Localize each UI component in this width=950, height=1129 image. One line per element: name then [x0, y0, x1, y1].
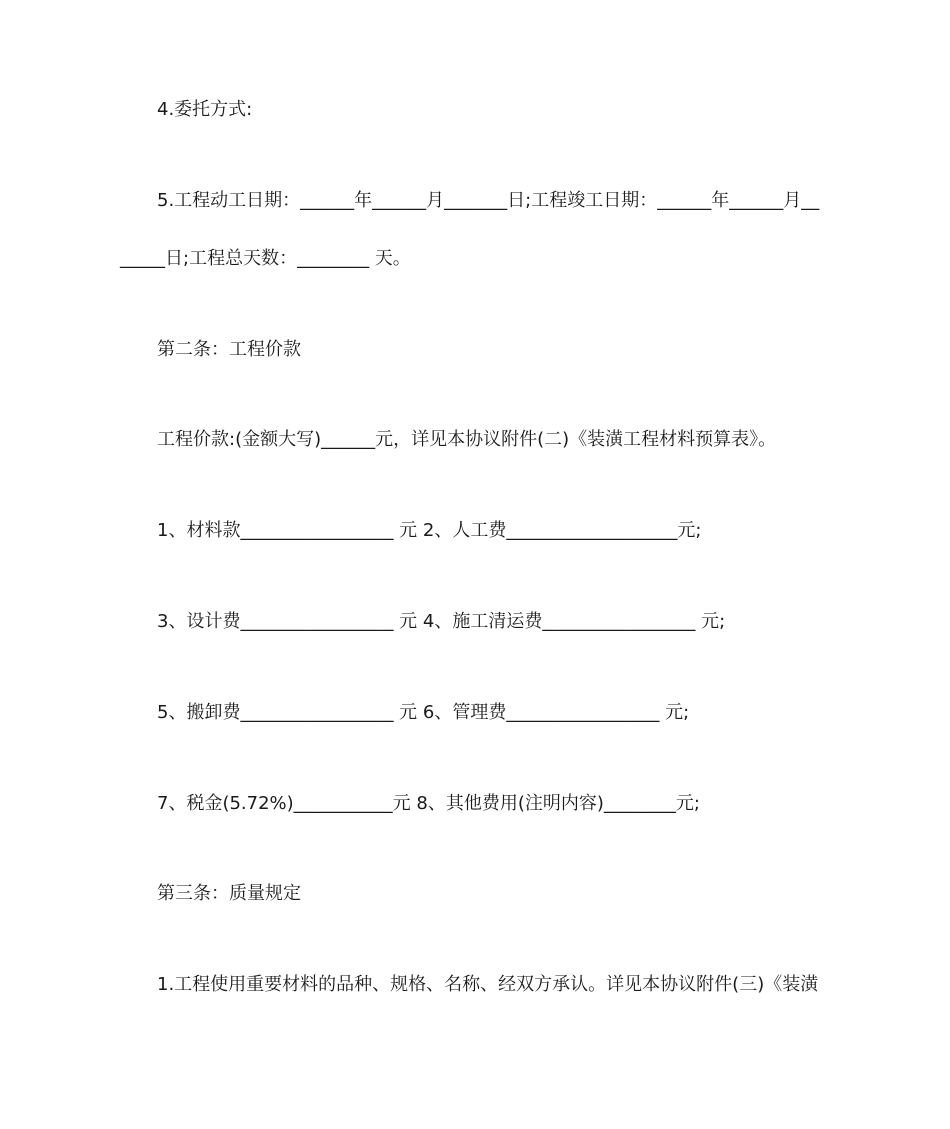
cost-items-line-1: 1、材料款_________________ 元 2、人工费___________________元; — [157, 520, 702, 541]
cost-items-line-3: 5、搬卸费_________________ 元 6、管理费_________________ 元; — [157, 702, 690, 723]
section-heading-quality: 第三条：质量规定 — [157, 883, 301, 904]
price-amount-line: 工程价款:(金额大写)______元，详见本协议附件(二)《装潢工程材料预算表》。 — [157, 429, 777, 450]
work-dates-line-continued: _____日;工程总天数：________ 天。 — [120, 248, 411, 269]
cost-items-line-4: 7、税金(5.72%)___________元 8、其他费用(注明内容)________元; — [157, 793, 700, 814]
section-heading-price: 第二条：工程价款 — [157, 339, 301, 360]
delegation-method-line: 4.委托方式: — [157, 99, 253, 120]
work-dates-line: 5.工程动工日期：______年______月_______日;工程竣工日期：______年______月__ — [157, 190, 820, 211]
cost-items-line-2: 3、设计费_________________ 元 4、施工清运费_________________ 元; — [157, 611, 726, 632]
quality-clause-1: 1.工程使用重要材料的品种、规格、名称、经双方承认。详见本协议附件(三)《装潢 — [157, 974, 819, 995]
